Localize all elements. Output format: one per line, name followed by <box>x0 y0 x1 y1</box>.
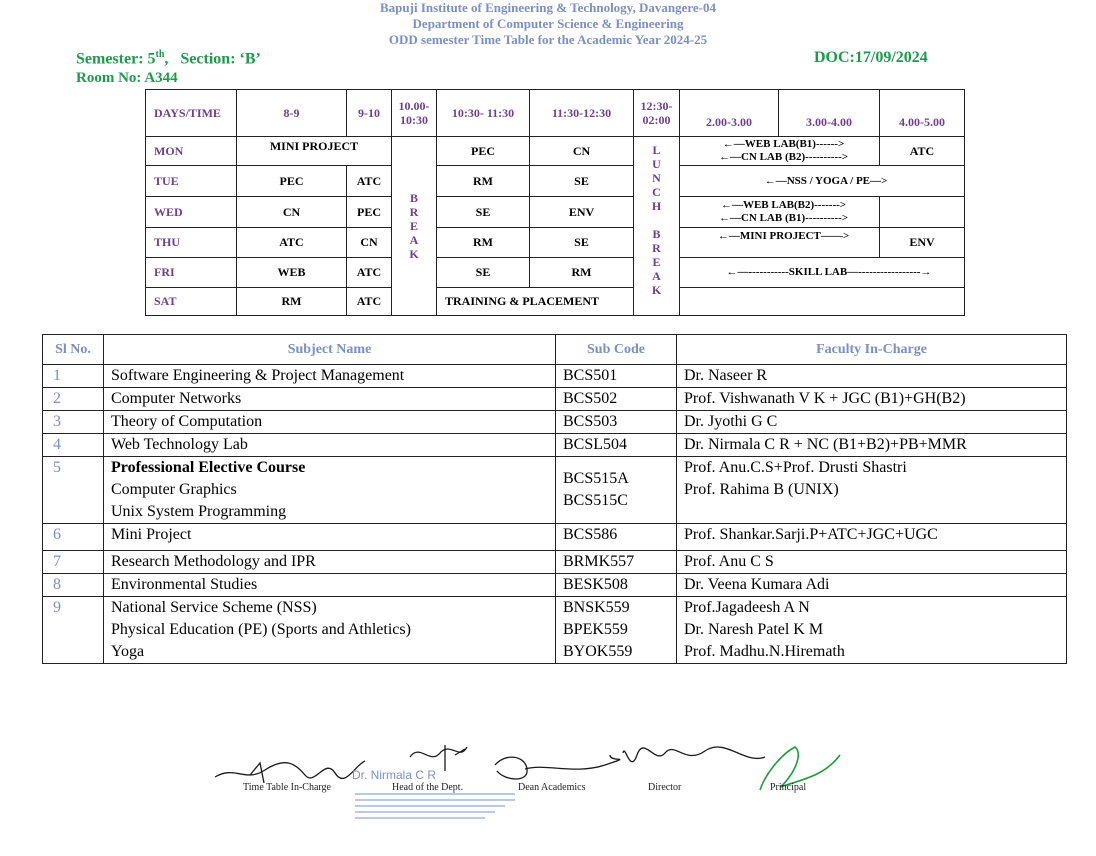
timetable-cell: ATC <box>347 288 392 316</box>
header-slot: 12:30-02:00 <box>634 90 680 137</box>
table-row <box>43 551 1067 574</box>
table-row <box>43 457 1067 524</box>
training-placement-cell: TRAINING & PLACEMENT <box>437 288 634 316</box>
col-header-subject: Subject Name <box>104 335 556 365</box>
subject-name: Computer Networks <box>104 388 556 411</box>
subjects-header-row <box>43 335 1067 365</box>
sl-no: 8 <box>43 574 104 597</box>
sub-code-line: BNSK559 <box>563 599 630 616</box>
vertical-letter: B <box>652 227 661 241</box>
day-label: TUE <box>146 166 237 197</box>
timetable-cell <box>680 288 965 316</box>
header-slot: 10:30- 11:30 <box>437 90 530 137</box>
lab-cell <box>680 137 880 166</box>
vertical-letter: K <box>651 283 662 297</box>
subject-name <box>104 457 556 524</box>
header-slot: 3.00-4.00 <box>779 90 880 137</box>
lab-line: ←—CN LAB (B1)----------> <box>718 212 849 224</box>
timetable <box>145 89 965 316</box>
timetable-cell: CN <box>347 228 392 258</box>
faculty: Dr. Veena Kumara Adi <box>677 574 1067 597</box>
lab-cell <box>680 197 880 228</box>
timetable-cell: CN <box>237 197 347 228</box>
institute-name: Bapuji Institute of Engineering & Technology, Davangere-04 <box>380 0 716 15</box>
vertical-letter <box>655 213 658 227</box>
subject-name-line: Computer Graphics <box>111 481 237 498</box>
table-row <box>43 597 1067 664</box>
header-slot: 2.00-3.00 <box>680 90 779 137</box>
timetable-cell: CN <box>530 137 634 166</box>
sub-code <box>556 597 677 664</box>
sub-code: BCS502 <box>556 388 677 411</box>
timetable-cell: RM <box>437 166 530 197</box>
day-label: THU <box>146 228 237 258</box>
vertical-letter: A <box>652 269 661 283</box>
sub-code <box>556 457 677 524</box>
timetable-row-fri <box>146 258 965 288</box>
timetable-cell: SE <box>530 228 634 258</box>
timetable-cell: ENV <box>530 197 634 228</box>
faculty-line: Dr. Naresh Patel K M <box>684 621 824 638</box>
director-signature <box>623 747 765 762</box>
faculty <box>677 597 1067 664</box>
subject-name-line: National Service Scheme (NSS) <box>111 599 317 616</box>
day-label: SAT <box>146 288 237 316</box>
header-slot: 10.00-10:30 <box>392 90 437 137</box>
faculty-line: Prof. Madhu.N.Hiremath <box>684 643 845 660</box>
vertical-letter: C <box>652 185 661 199</box>
elective-heading: Professional Elective Course <box>111 459 306 476</box>
sub-code: BCS501 <box>556 365 677 388</box>
header-slot: 8-9 <box>237 90 347 137</box>
subject-name: Mini Project <box>104 524 556 551</box>
sl-no: 6 <box>43 524 104 551</box>
timetable-cell: SE <box>530 166 634 197</box>
subject-name: Research Methodology and IPR <box>104 551 556 574</box>
vertical-letter: R <box>409 205 419 219</box>
faculty: Prof. Shankar.Sarji.P+ATC+JGC+UGC <box>677 524 1067 551</box>
dean-signature <box>495 755 620 779</box>
subject-name: Web Technology Lab <box>104 434 556 457</box>
timetable-cell: RM <box>530 258 634 288</box>
lab-line: ←—WEB LAB(B1)------> <box>722 138 845 150</box>
timetable-cell: SE <box>437 197 530 228</box>
timetable-row-mon <box>146 137 965 166</box>
col-header-sl: Sl No. <box>43 335 104 365</box>
header-slot: 4.00-5.00 <box>880 90 965 137</box>
timetable-cell: ATC <box>880 137 965 166</box>
timetable-cell: PEC <box>437 137 530 166</box>
vertical-letter: U <box>652 157 661 171</box>
header-slot: 9-10 <box>347 90 392 137</box>
header-days-time: DAYS/TIME <box>146 90 237 137</box>
sub-code: BCS586 <box>556 524 677 551</box>
subjects-table <box>42 334 1067 664</box>
timetable-cell: RM <box>237 288 347 316</box>
header-slot: 11:30-12:30 <box>530 90 634 137</box>
day-label: FRI <box>146 258 237 288</box>
col-header-faculty: Faculty In-Charge <box>677 335 1067 365</box>
table-row <box>43 388 1067 411</box>
sl-no: 9 <box>43 597 104 664</box>
table-row <box>43 365 1067 388</box>
table-row <box>43 411 1067 434</box>
col-header-code: Sub Code <box>556 335 677 365</box>
hod-stamp-name: Dr. Nirmala C R <box>352 768 437 782</box>
room-number: Room No: A344 <box>76 70 178 86</box>
faculty: Dr. Nirmala C R + NC (B1+B2)+PB+MMR <box>677 434 1067 457</box>
table-row <box>43 434 1067 457</box>
lab-line: ←—WEB LAB(B2)-------> <box>720 199 847 211</box>
timetable-cell: PEC <box>347 197 392 228</box>
sub-code-line: BCS515C <box>563 492 628 509</box>
vertical-letter: K <box>409 247 419 261</box>
faculty: Prof. Vishwanath V K + JGC (B1)+GH(B2) <box>677 388 1067 411</box>
semester-section: Semester: 5th, Section: ‘B’ <box>76 49 261 68</box>
subject-name: Software Engineering & Project Management <box>104 365 556 388</box>
hod-label: Head of the Dept. <box>392 782 464 793</box>
table-row <box>43 574 1067 597</box>
timetable-row-thu <box>146 228 965 258</box>
faculty-line: Prof. Anu.C.S+Prof. Drusti Shastri <box>684 459 907 476</box>
timetable-row-tue <box>146 166 965 197</box>
timetable-cell: ENV <box>880 228 965 258</box>
timetable-row-sat <box>146 288 965 316</box>
faculty-line: Prof. Rahima B (UNIX) <box>684 481 839 498</box>
sub-code: BESK508 <box>556 574 677 597</box>
sub-code-line: BCS515A <box>563 470 629 487</box>
dean-label: Dean Academics <box>518 782 586 793</box>
vertical-letter: R <box>652 241 661 255</box>
sl-no: 5 <box>43 457 104 524</box>
timetable-cell <box>880 197 965 228</box>
faculty: Prof. Anu C S <box>677 551 1067 574</box>
subject-name-line: Physical Education (PE) (Sports and Athletics) <box>111 621 411 638</box>
subject-name: Environmental Studies <box>104 574 556 597</box>
sl-no: 7 <box>43 551 104 574</box>
lab-line: ←—CN LAB (B2)----------> <box>718 151 849 163</box>
sl-no: 2 <box>43 388 104 411</box>
timetable-row-wed <box>146 197 965 228</box>
mini-project-cell: MINI PROJECT <box>237 137 392 166</box>
department-name: Department of Computer Science & Engineering <box>412 16 684 31</box>
sl-no: 3 <box>43 411 104 434</box>
timetable-cell: RM <box>437 228 530 258</box>
sub-code: BCSL504 <box>556 434 677 457</box>
faculty: Dr. Naseer R <box>677 365 1067 388</box>
timetable-cell: ATC <box>347 258 392 288</box>
lab-cell: ←—-----------SKILL LAB—-----------------→ <box>680 258 965 288</box>
principal-label: Principal <box>770 782 807 793</box>
lab-cell: ←—MINI PROJECT——> <box>680 228 880 258</box>
subject-name <box>104 597 556 664</box>
timetable-subtitle: ODD semester Time Table for the Academic Year 2024-25 <box>388 32 708 47</box>
vertical-letter: H <box>651 199 662 213</box>
subject-name-line: Yoga <box>111 643 145 660</box>
vertical-letter: B <box>409 191 418 205</box>
subject-name: Theory of Computation <box>104 411 556 434</box>
faculty-line: Prof.Jagadeesh A N <box>684 599 810 616</box>
timetable-header-row <box>146 90 965 137</box>
faculty <box>677 457 1067 524</box>
doc-date: DOC:17/09/2024 <box>814 49 928 66</box>
vertical-letter: N <box>652 171 661 185</box>
tt-incharge-label: Time Table In-Charge <box>243 782 331 793</box>
timetable-cell: PEC <box>237 166 347 197</box>
timetable-cell: WEB <box>237 258 347 288</box>
vertical-letter: A <box>409 233 419 247</box>
vertical-letter: E <box>409 219 418 233</box>
sl-no: 4 <box>43 434 104 457</box>
sub-code: BRMK557 <box>556 551 677 574</box>
lab-cell: ←—NSS / YOGA / PE—> <box>680 166 965 197</box>
vertical-letter: L <box>652 143 661 157</box>
sl-no: 1 <box>43 365 104 388</box>
day-label: WED <box>146 197 237 228</box>
lunch-break-cell <box>634 137 680 316</box>
timetable-cell: ATC <box>347 166 392 197</box>
vertical-letter: E <box>652 255 661 269</box>
sub-code: BCS503 <box>556 411 677 434</box>
sub-code-line: BYOK559 <box>563 643 633 660</box>
subject-name-line: Unix System Programming <box>111 503 287 520</box>
tt-incharge-signature <box>215 761 365 783</box>
faculty: Dr. Jyothi G C <box>677 411 1067 434</box>
timetable-cell: SE <box>437 258 530 288</box>
timetable-cell: ATC <box>237 228 347 258</box>
table-row <box>43 524 1067 551</box>
day-label: MON <box>146 137 237 166</box>
director-label: Director <box>648 782 682 793</box>
morning-break-cell <box>392 137 437 316</box>
sub-code-line: BPEK559 <box>563 621 628 638</box>
